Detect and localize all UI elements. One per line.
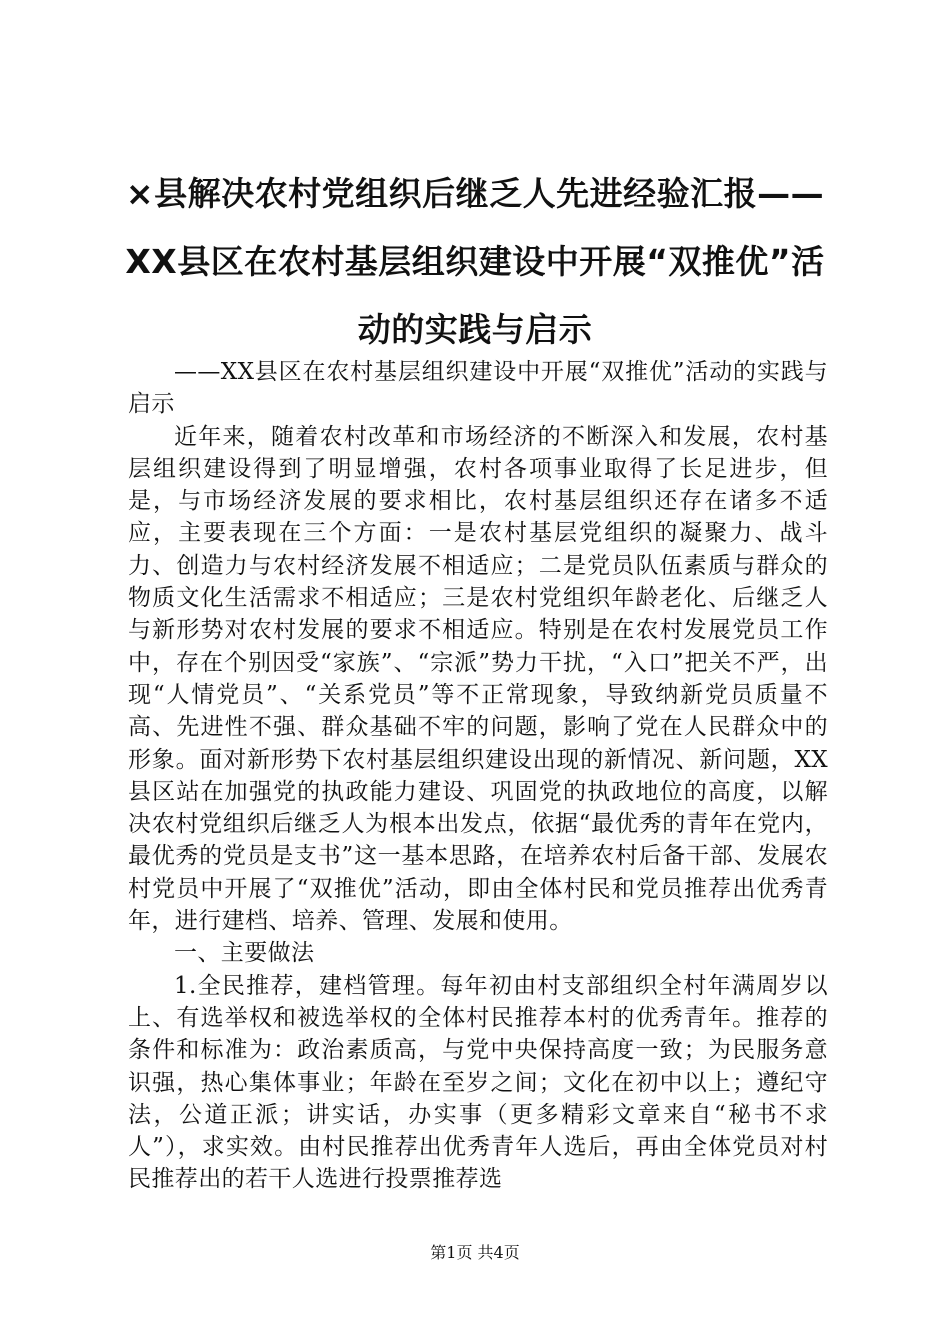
document-title: ×县解决农村党组织后继乏人先进经验汇报——XX县区在农村基层组织建设中开展“双推优”活动的实践与启示 <box>125 174 825 349</box>
subtitle-paragraph: ——XX县区在农村基层组织建设中开展“双推优”活动的实践与启示 <box>128 359 828 418</box>
section-heading: 一、主要做法 <box>174 940 315 967</box>
method-paragraph: 1.全民推荐，建档管理。每年初由村支部组织全村年满周岁以上、有选举权和被选举权的全体村民推荐本村的优秀青年。推荐的条件和标准为：政治素质高，与党中央保持高度一致；为民服务意识强，热心集体事业；年龄在至岁之间；文化在初中以上；遵纪守法，公道正派；讲实话，办实事（更多精彩文章来自“秘书不求人”），求实效。由村民推荐出优秀青年人选后，再由全体党员对村民推荐出的若干人选进行投票推荐选 <box>128 972 828 1193</box>
intro-paragraph: 近年来，随着农村改革和市场经济的不断深入和发展，农村基层组织建设得到了明显增强，农村各项事业取得了长足进步，但是，与市场经济发展的要求相比，农村基层组织还存在诸多不适应，主要表现在三个方面：一是农村基层党组织的凝聚力、战斗力、创造力与农村经济发展不相适应；二是党员队伍素质与群众的物质文化生活需求不相适应；三是农村党组织年龄老化、后继乏人与新形势对农村发展的要求不相适应。特别是在农村发展党员工作中，存在个别因受“家族”、“宗派”势力干扰，“入口”把关不严，出现“人情党员”、“关系党员”等不正常现象，导致纳新党员质量不高、先进性不强、群众基础不牢的问题，影响了党在人民群众中的形象。面对新形势下农村基层组织建设出现的新情况、新问题，XX县区站在加强党的执政能力建设、巩固党的执政地位的高度，以解决农村党组织后继乏人为根本出发点，依据“最优秀的青年在党内，最优秀的党员是支书”这一基本思路，在培养农村后备干部、发展农村党员中开展了“双推优”活动，即由全体村民和党员推荐出优秀青年，进行建档、培养、管理、发展和使用。 <box>128 423 828 935</box>
page-number: 第1页 共4页 <box>430 1243 520 1262</box>
document-body <box>128 356 828 1196</box>
